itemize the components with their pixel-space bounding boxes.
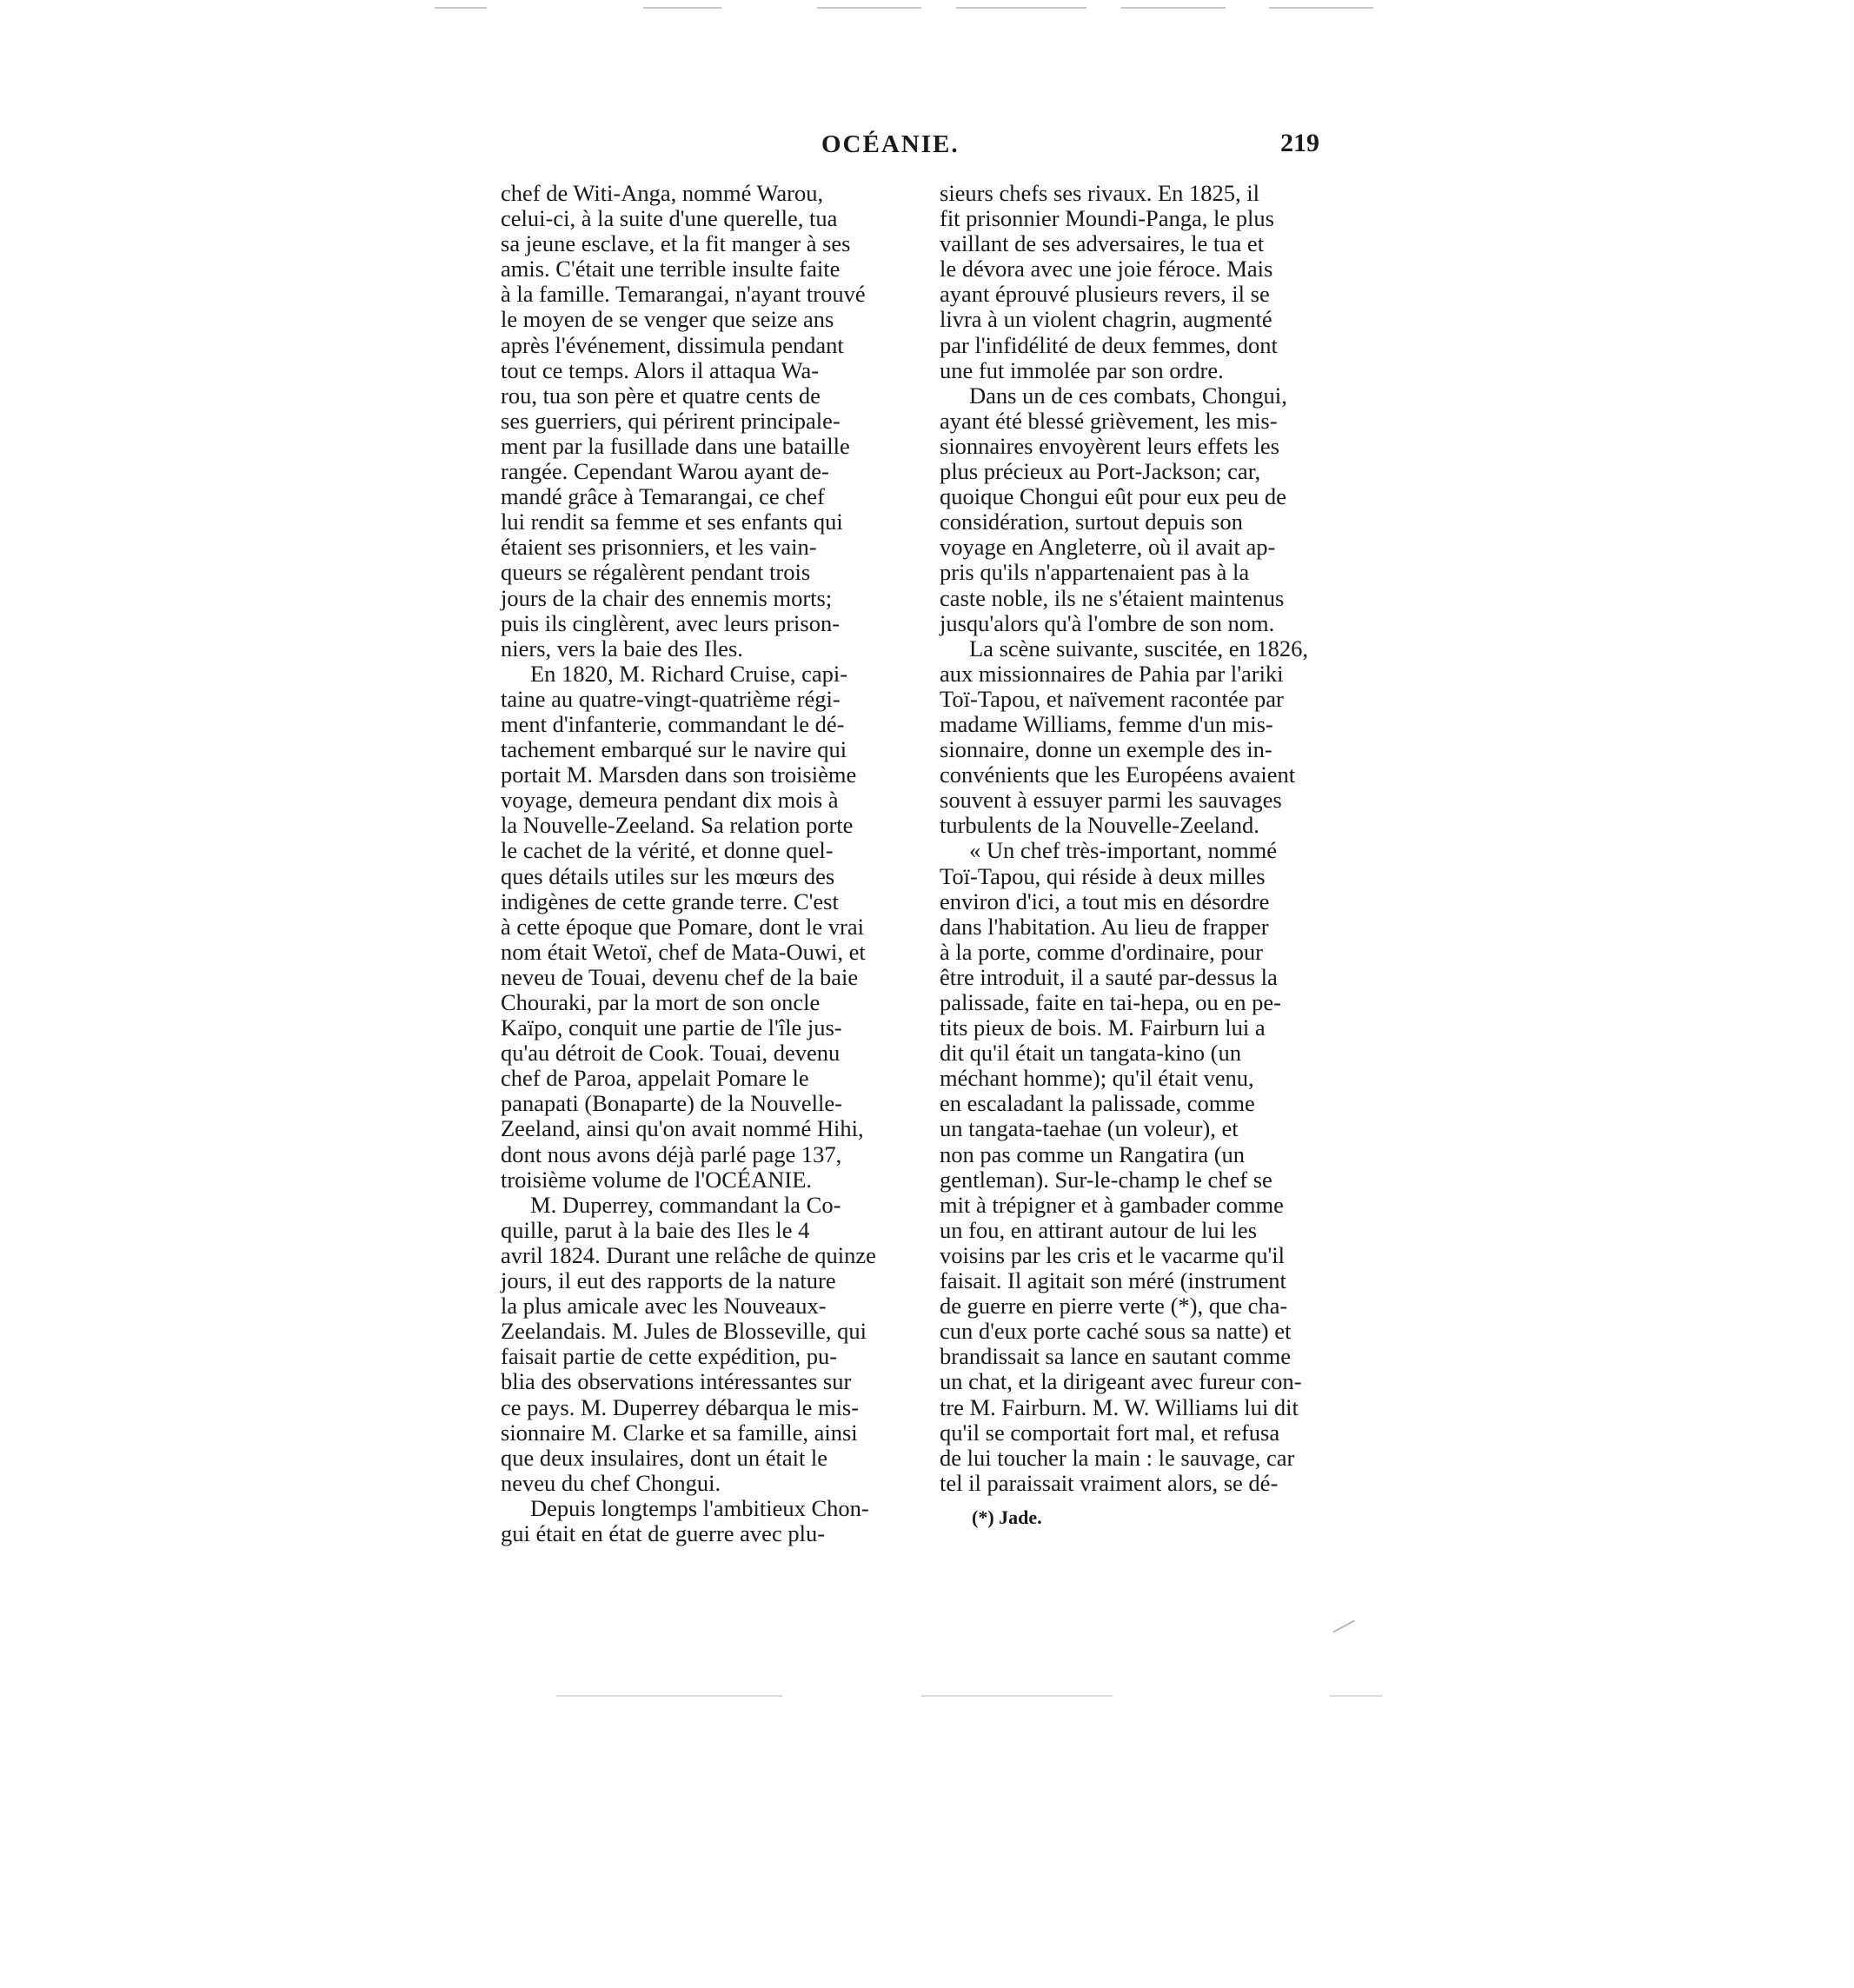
text-line: en escaladant la palissade, comme (940, 1090, 1255, 1117)
text-line: neveu du chef Chongui. (501, 1469, 721, 1496)
scan-artifact (435, 7, 487, 9)
text-line: blia des observations intéressantes sur (501, 1368, 852, 1395)
text-line: que deux insulaires, dont un était le (501, 1444, 828, 1471)
text-line: jusqu'alors qu'à l'ombre de son nom. (940, 609, 1275, 636)
text-line: mit à trépigner et à gambader comme (940, 1191, 1284, 1218)
text-line: tre M. Fairburn. M. W. Williams lui dit (940, 1393, 1299, 1420)
paragraph (501, 1193, 918, 1496)
text-line: environ d'ici, a tout mis en désordre (940, 888, 1270, 914)
text-line: par l'infidélité de deux femmes, dont (940, 331, 1278, 358)
text-line: « Un chef très-important, nommé (969, 837, 1277, 864)
text-line: sionnaires envoyèrent leurs effets les (940, 432, 1279, 459)
text-line: tits pieux de bois. M. Fairburn lui a (940, 1014, 1266, 1041)
text-line: livra à un violent chagrin, augmenté (940, 306, 1273, 333)
text-column-right (940, 181, 1357, 1496)
text-line: de guerre en pierre verte (*), que cha- (940, 1293, 1288, 1320)
text-line: plus précieux au Port-Jackson; car, (940, 458, 1261, 485)
text-line: le cachet de la vérité, et donne quel- (501, 837, 834, 864)
text-line: ques détails utiles sur les mœurs des (501, 862, 835, 889)
scan-artifact (556, 1695, 782, 1697)
text-line: turbulents de la Nouvelle-Zeeland. (940, 812, 1259, 839)
text-line: avril 1824. Durant une relâche de quinze (501, 1241, 876, 1268)
text-line: tel il paraissait vraiment alors, se dé- (940, 1469, 1279, 1496)
page-number: 219 (1280, 129, 1319, 157)
text-line: gentleman). Sur-le-champ le chef se (940, 1166, 1273, 1193)
text-line: madame Williams, femme d'un mis- (940, 710, 1273, 737)
text-line: à la famille. Temarangai, n'ayant trouvé (501, 281, 866, 308)
text-line: ment d'infanterie, commandant le dé- (501, 710, 845, 737)
text-line: palissade, faite en tai-hepa, ou en pe- (940, 989, 1281, 1015)
paragraph (940, 383, 1357, 636)
text-line: nom était Wetoï, chef de Mata-Ouwi, et (501, 938, 866, 965)
text-line: un chat, et la dirigeant avec fureur con- (940, 1368, 1302, 1395)
text-line: Dans un de ces combats, Chongui, (969, 382, 1287, 409)
text-line: sieurs chefs ses rivaux. En 1825, il (940, 180, 1259, 206)
text-line: aux missionnaires de Pahia par l'ariki (940, 660, 1284, 687)
text-line: chef de Witi-Anga, nommé Warou, (501, 180, 824, 206)
text-line: mandé grâce à Temarangai, ce chef (501, 483, 825, 510)
text-line: puis ils cinglèrent, avec leurs prison- (501, 609, 841, 636)
paragraph (501, 181, 918, 662)
text-line: pris qu'ils n'appartenaient pas à la (940, 559, 1250, 586)
text-column-left (501, 181, 918, 1546)
scan-artifact (817, 7, 921, 9)
text-line: portait M. Marsden dans son troisième (501, 761, 857, 788)
text-line: panapati (Bonaparte) de la Nouvelle- (501, 1090, 842, 1117)
text-line: Chouraki, par la mort de son oncle (501, 989, 821, 1015)
text-line: gui était en état de guerre avec plu- (501, 1519, 826, 1546)
text-line: voyage en Angleterre, où il avait ap- (940, 534, 1276, 561)
text-line: ayant été blessé grièvement, les mis- (940, 407, 1278, 434)
text-line: quille, parut à la baie des Iles le 4 (501, 1216, 810, 1243)
text-line: ment par la fusillade dans une bataille (501, 432, 850, 459)
text-line: sionnaire, donne un exemple des in- (940, 736, 1273, 763)
text-line: troisième volume de l'OCÉANIE. (501, 1166, 813, 1193)
text-line: à cette époque que Pomare, dont le vrai (501, 913, 864, 940)
text-line: faisait. Il agitait son méré (instrument (940, 1267, 1286, 1294)
text-line: Zeelandais. M. Jules de Blosseville, qui (501, 1318, 867, 1345)
text-line: une fut immolée par son ordre. (940, 356, 1224, 383)
scan-artifact (1121, 7, 1226, 9)
paragraph (940, 636, 1357, 839)
scan-artifact (1269, 7, 1373, 9)
text-line: qu'au détroit de Cook. Touai, devenu (501, 1040, 841, 1067)
text-line: jours de la chair des ennemis morts; (501, 584, 833, 611)
text-line: dans l'habitation. Au lieu de frapper (940, 913, 1269, 940)
text-line: lui rendit sa femme et ses enfants qui (501, 509, 843, 535)
text-line: La scène suivante, suscitée, en 1826, (969, 635, 1309, 662)
text-line: le moyen de se venger que seize ans (501, 306, 834, 333)
paragraph (501, 662, 918, 1193)
text-line: après l'événement, dissimula pendant (501, 331, 844, 358)
text-line: queurs se régalèrent pendant trois (501, 559, 811, 586)
text-line: Kaïpo, conquit une partie de l'île jus- (501, 1014, 842, 1041)
text-line: ayant éprouvé plusieurs revers, il se (940, 281, 1270, 308)
text-line: faisait partie de cette expédition, pu- (501, 1343, 838, 1370)
text-line: un tangata-taehae (un voleur), et (940, 1115, 1239, 1142)
text-line: convénients que les Européens avaient (940, 761, 1296, 788)
text-line: tout ce temps. Alors il attaqua Wa- (501, 356, 820, 383)
text-line: En 1820, M. Richard Cruise, capi- (530, 660, 848, 687)
text-line: sionnaire M. Clarke et sa famille, ainsi (501, 1419, 858, 1446)
text-line: voisins par les cris et le vacarme qu'il (940, 1241, 1285, 1268)
text-line: niers, vers la baie des Iles. (501, 635, 743, 662)
text-line: Toï-Tapou, qui réside à deux milles (940, 862, 1266, 889)
text-line: celui-ci, à la suite d'une querelle, tua (501, 205, 838, 232)
footnote: (*) Jade. (972, 1506, 1042, 1528)
text-line: méchant homme); qu'il était venu, (940, 1065, 1254, 1092)
text-line: rou, tua son père et quatre cents de (501, 382, 821, 409)
text-line: dit qu'il était un tangata-kino (un (940, 1040, 1241, 1067)
text-line: la plus amicale avec les Nouveaux- (501, 1293, 827, 1320)
text-line: M. Duperrey, commandant la Co- (530, 1191, 841, 1218)
text-line: neveu de Touai, devenu chef de la baie (501, 963, 859, 990)
text-line: amis. C'était une terrible insulte faite (501, 256, 841, 283)
text-line: chef de Paroa, appelait Pomare le (501, 1065, 809, 1092)
scan-artifact (643, 7, 721, 9)
text-line: de lui toucher la main : le sauvage, car (940, 1444, 1295, 1471)
text-line: étaient ses prisonniers, et les vain- (501, 534, 817, 561)
text-line: Zeeland, ainsi qu'on avait nommé Hihi, (501, 1115, 864, 1142)
scan-artifact (921, 1695, 1113, 1697)
text-line: ce pays. M. Duperrey débarqua le mis- (501, 1393, 860, 1420)
text-line: la Nouvelle-Zeeland. Sa relation porte (501, 812, 854, 839)
text-line: taine au quatre-vingt-quatrième régi- (501, 685, 841, 712)
running-title: OCÉANIE. (821, 130, 960, 158)
text-line: vaillant de ses adversaires, le tua et (940, 230, 1265, 257)
text-line: sa jeune esclave, et la fit manger à ses (501, 230, 851, 257)
text-line: tachement embarqué sur le navire qui (501, 736, 847, 763)
text-line: souvent à essuyer parmi les sauvages (940, 787, 1282, 814)
text-line: brandissait sa lance en sautant comme (940, 1343, 1291, 1370)
paragraph (940, 838, 1357, 1495)
text-line: quoique Chongui eût pour eux peu de (940, 483, 1286, 510)
text-line: qu'il se comportait fort mal, et refusa (940, 1419, 1280, 1446)
text-line: le dévora avec une joie féroce. Mais (940, 256, 1273, 283)
text-line: être introduit, il a sauté par-dessus la (940, 963, 1278, 990)
text-line: cun d'eux porte caché sous sa natte) et (940, 1318, 1292, 1345)
paragraph (940, 181, 1357, 383)
text-line: indigènes de cette grande terre. C'est (501, 888, 839, 914)
text-line: fit prisonnier Moundi-Panga, le plus (940, 205, 1274, 232)
scan-artifact (1332, 1620, 1355, 1633)
text-line: non pas comme un Rangatira (un (940, 1140, 1246, 1167)
text-line: à la porte, comme d'ordinaire, pour (940, 938, 1263, 965)
scan-artifact (956, 7, 1086, 9)
text-line: un fou, en attirant autour de lui les (940, 1216, 1258, 1243)
text-line: ses guerriers, qui périrent principale- (501, 407, 841, 434)
text-line: jours, il eut des rapports de la nature (501, 1267, 836, 1294)
text-line: considération, surtout depuis son (940, 509, 1243, 535)
text-line: caste noble, ils ne s'étaient maintenus (940, 584, 1285, 611)
text-line: Toï-Tapou, et naïvement racontée par (940, 685, 1284, 712)
paragraph (501, 1496, 918, 1546)
text-line: Depuis longtemps l'ambitieux Chon- (530, 1494, 869, 1521)
scan-artifact (1330, 1695, 1382, 1697)
text-line: dont nous avons déjà parlé page 137, (501, 1140, 842, 1167)
text-line: rangée. Cependant Warou ayant de- (501, 458, 829, 485)
text-line: voyage, demeura pendant dix mois à (501, 787, 839, 814)
